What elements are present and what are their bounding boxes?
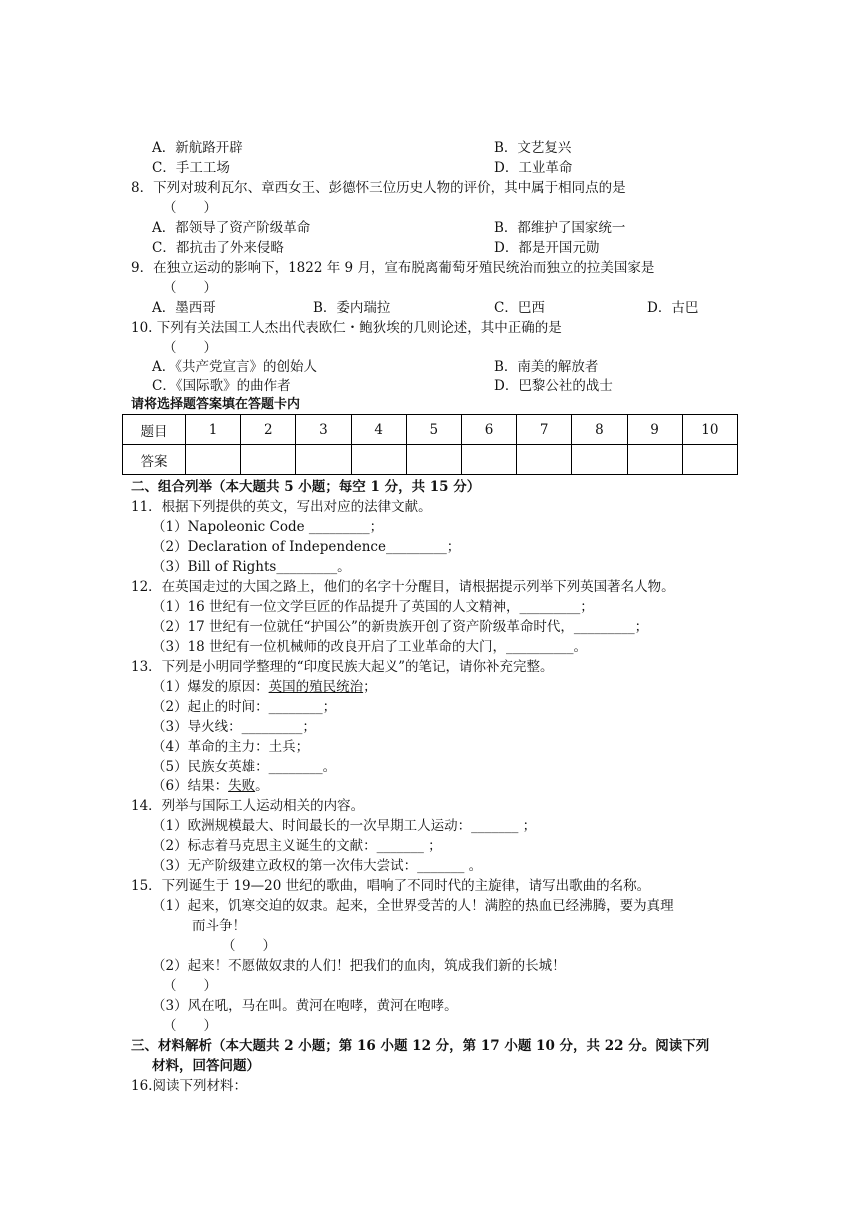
q16-stem: 16.阅读下列材料： — [131, 1078, 247, 1094]
answer-cell[interactable] — [351, 445, 406, 475]
q14-item-2: （2）标志着马克思主义诞生的文献：_______ ； — [152, 838, 442, 854]
answer-card-row2-label: 答案 — [123, 445, 186, 475]
q13-item-6-answer: 失败 — [228, 778, 256, 794]
q13-item-2: （2）起止的时间：________； — [152, 699, 337, 715]
q15-item-1-cont: 而斗争！ — [192, 918, 246, 934]
q8-option-c: C．都抗击了外来侵略 — [152, 240, 284, 256]
q8-stem: 8．下列对玻利瓦尔、章西女王、彭德怀三位历史人物的评价，其中属于相同点的是 — [131, 180, 626, 196]
q9-option-b: B．委内瑞拉 — [313, 300, 391, 316]
answer-cell[interactable] — [627, 445, 682, 475]
answer-card-table — [122, 414, 738, 475]
q15-item-1: （1）起来，饥寒交迫的奴隶。起来，全世界受苦的人！满腔的热血已经沸腾，要为真理 — [152, 898, 674, 914]
q13-item-6-suffix: 。 — [255, 778, 269, 794]
answer-cell[interactable] — [296, 445, 351, 475]
answer-card-number: 5 — [406, 415, 461, 445]
q15-stem: 15．下列诞生于 19—20 世纪的歌曲，唱响了不同时代的主旋律，请写出歌曲的名称。 — [131, 878, 651, 894]
answer-card-number: 1 — [186, 415, 241, 445]
q10-stem: 10. 下列有关法国工人杰出代表欧仁・鲍狄埃的几则论述，其中正确的是 — [131, 320, 562, 336]
q12-item-1: （1）16 世纪有一位文学巨匠的作品提升了英国的人文精神，_________； — [152, 599, 594, 615]
q13-item-6-label: （6）结果： — [152, 778, 229, 794]
q11-item-1: （1）Napoleonic Code _________； — [152, 519, 384, 535]
q15-item-1-paren: （ ） — [222, 938, 276, 954]
q6-option-a: A．新航路开辟 — [152, 140, 243, 156]
q14-item-3: （3）无产阶级建立政权的第一次伟大尝试：_______ 。 — [152, 858, 483, 874]
q11-stem: 11．根据下列提供的英文，写出对应的法律文献。 — [131, 499, 432, 515]
q9-paren: （ ） — [163, 280, 217, 296]
q8-option-d: D．都是开国元勋 — [494, 240, 600, 256]
q10-paren: （ ） — [163, 340, 217, 356]
q10-option-c: C．《国际歌》的曲作者 — [152, 378, 291, 394]
q15-item-2: （2）起来！不愿做奴隶的人们！把我们的血肉，筑成我们新的长城！ — [152, 958, 566, 974]
q8-option-b: B．都维护了国家统一 — [494, 220, 626, 236]
q13-item-1-answer: 英国的殖民统治 — [268, 679, 364, 695]
answer-cell[interactable] — [572, 445, 627, 475]
answer-card-number: 7 — [517, 415, 572, 445]
q10-option-b: B．南美的解放者 — [494, 359, 599, 375]
q12-item-2: （2）17 世纪有一位就任“护国公”的新贵族开创了资产阶级革命时代，_________； — [152, 619, 649, 635]
q13-stem: 13．下列是小明同学整理的“印度民族大起义”的笔记，请你补充完整。 — [131, 659, 554, 675]
answer-card-row1-label: 题目 — [123, 415, 186, 445]
section2-title: 二、组合列举（本大题共 5 小题；每空 1 分，共 15 分） — [131, 479, 481, 495]
q13-item-5: （5）民族女英雄：________。 — [152, 759, 337, 775]
q6-option-c: C．手工工场 — [152, 160, 230, 176]
q13-item-1 — [152, 678, 377, 696]
q14-item-1: （1）欧洲规模最大、时间最长的一次早期工人运动：_______ ； — [152, 818, 537, 834]
q6-option-b: B．文艺复兴 — [494, 140, 572, 156]
q10-option-d: D．巴黎公社的战士 — [494, 378, 613, 394]
q10-option-a: A．《共产党宣言》的创始人 — [152, 359, 317, 375]
answer-card-row-answers — [123, 445, 738, 475]
answer-card-number: 8 — [572, 415, 627, 445]
answer-cell[interactable] — [406, 445, 461, 475]
answer-cell[interactable] — [241, 445, 296, 475]
section3-title-cont: 材料，回答问题） — [152, 1058, 260, 1074]
answer-cell[interactable] — [517, 445, 572, 475]
answer-cell[interactable] — [461, 445, 516, 475]
q9-option-d: D．古巴 — [647, 300, 699, 316]
q13-item-1-suffix: ； — [363, 679, 377, 695]
q11-item-3: （3）Bill of Rights_________。 — [152, 559, 351, 575]
q6-option-d: D．工业革命 — [494, 160, 573, 176]
q15-item-3-paren: （ ） — [163, 1018, 217, 1034]
q13-item-3: （3）导火线：_________； — [152, 719, 316, 735]
answer-card-number: 3 — [296, 415, 351, 445]
q11-item-2: （2）Declaration of Independence_________； — [152, 539, 461, 555]
answer-card-title: 请将选择题答案填在答题卡内 — [131, 397, 301, 412]
q9-option-c: C．巴西 — [494, 300, 545, 316]
answer-card-number: 10 — [682, 415, 737, 445]
q15-item-3: （3）风在吼，马在叫。黄河在咆哮，黄河在咆哮。 — [152, 998, 458, 1014]
q13-item-1-label: （1）爆发的原因： — [152, 679, 269, 695]
q13-item-6 — [152, 777, 269, 795]
answer-card-row-numbers — [123, 415, 738, 445]
answer-card-number: 9 — [627, 415, 682, 445]
q15-item-2-paren: （ ） — [163, 978, 217, 994]
answer-cell[interactable] — [186, 445, 241, 475]
q9-stem: 9．在独立运动的影响下，1822 年 9 月，宣布脱离葡萄牙殖民统治而独立的拉美国家是 — [131, 260, 655, 276]
q8-paren: （ ） — [163, 200, 217, 216]
answer-cell[interactable] — [682, 445, 737, 475]
answer-card-number: 2 — [241, 415, 296, 445]
q12-stem: 12．在英国走过的大国之路上，他们的名字十分醒目，请根据提示列举下列英国著名人物。 — [131, 579, 675, 595]
q9-option-a: A．墨西哥 — [152, 300, 216, 316]
answer-card-number: 6 — [461, 415, 516, 445]
q13-item-4: （4）革命的主力：土兵； — [152, 739, 310, 755]
q12-item-3: （3）18 世纪有一位机械师的改良开启了工业革命的大门，__________。 — [152, 639, 588, 655]
section3-title: 三、材料解析（本大题共 2 小题；第 16 小题 12 分，第 17 小题 10 分，共 22 分。阅读下列 — [131, 1038, 710, 1054]
answer-card-number: 4 — [351, 415, 406, 445]
q14-stem: 14．列举与国际工人运动相关的内容。 — [131, 798, 365, 814]
q8-option-a: A．都领导了资产阶级革命 — [152, 220, 311, 236]
